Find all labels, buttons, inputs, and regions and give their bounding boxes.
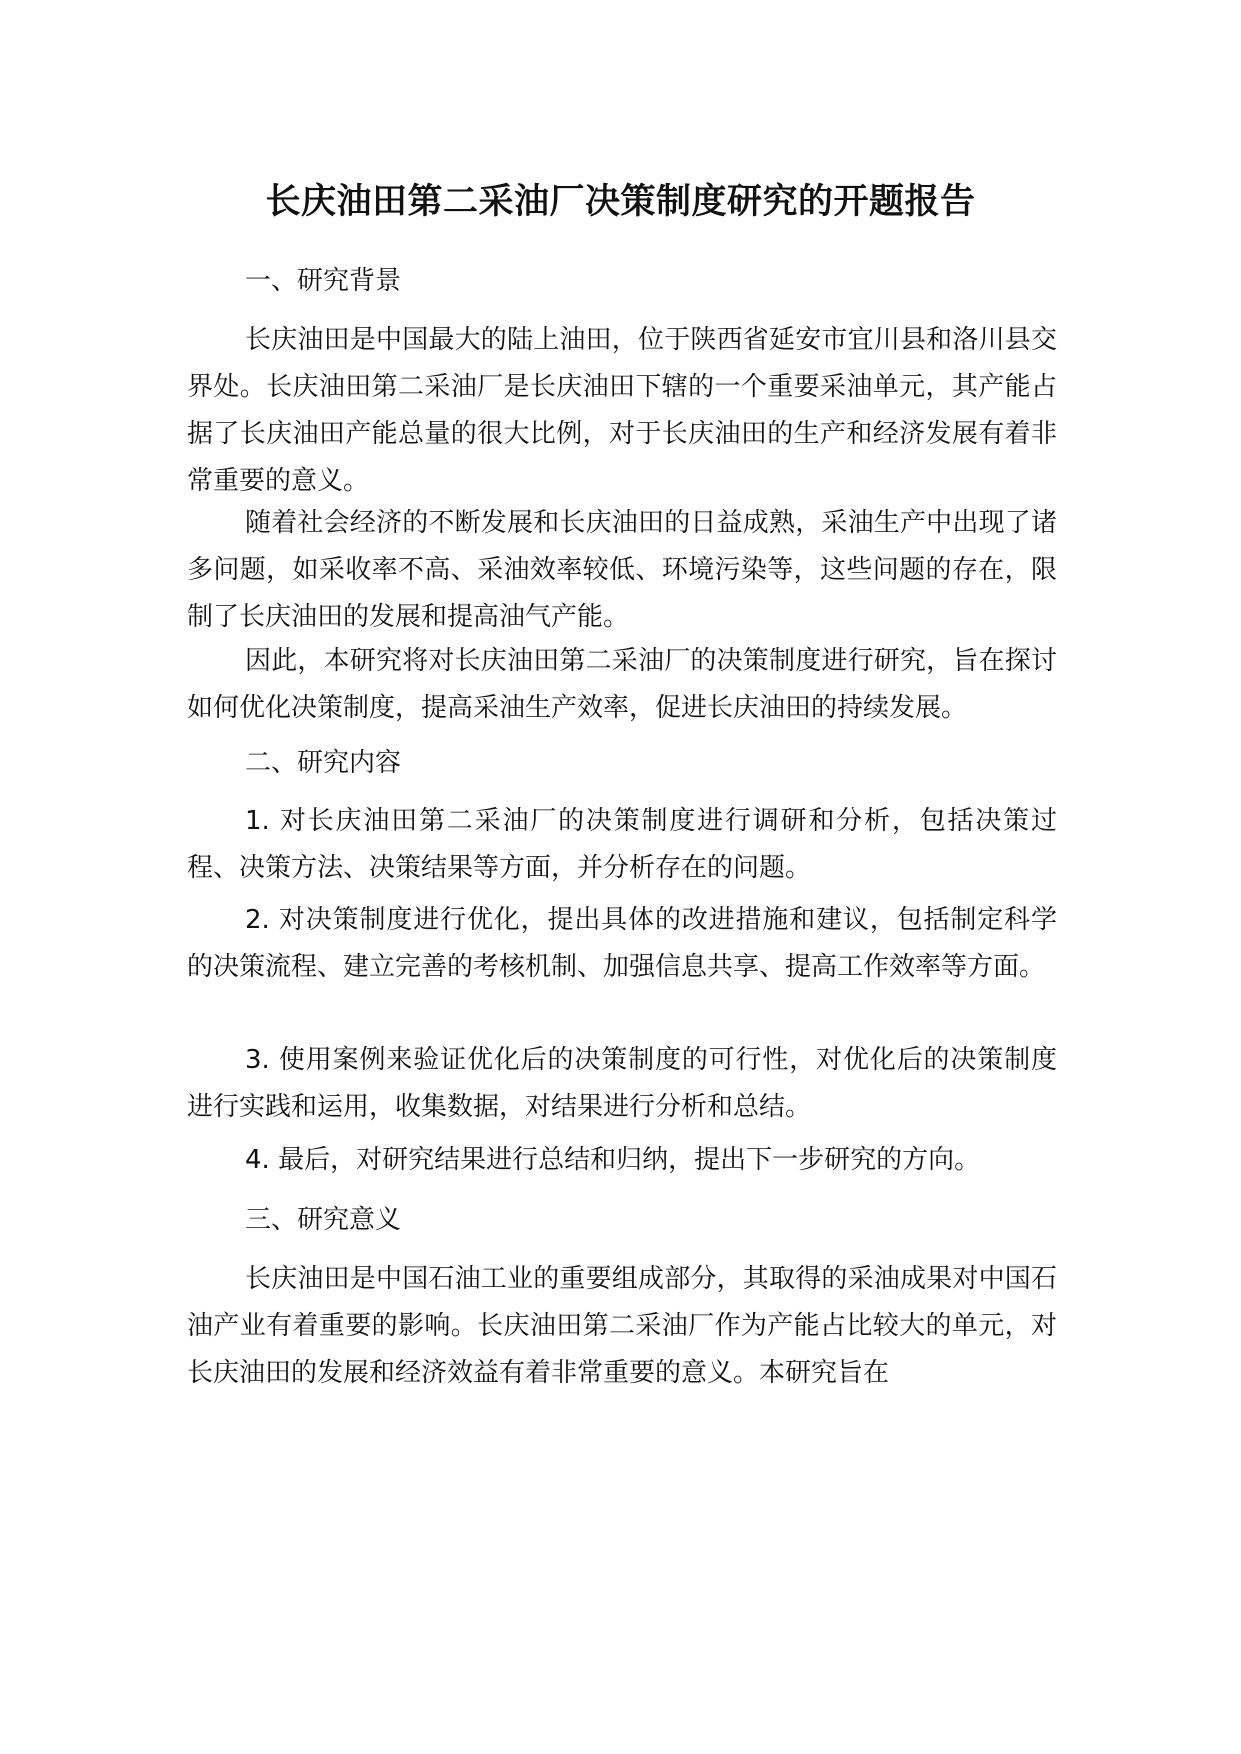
paragraph-background-2: 随着社会经济的不断发展和长庆油田的日益成熟，采油生产中出现了诸多问题，如采收率不高、采油效率较低、环境污染等，这些问题的存在，限制了长庆油田的发展和提高油气产能。 [187, 508, 1057, 632]
section-heading-background: 一、研究背景 [245, 266, 402, 296]
paragraph-background-1: 长庆油田是中国最大的陆上油田，位于陕西省延安市宜川县和洛川县交界处。长庆油田第二采油厂是长庆油田下辖的一个重要采油单元，其产能占据了长庆油田产能总量的很大比例，对于长庆油田的生产和经济发展有着非常重要的意义。 [187, 325, 1057, 496]
paragraph-content-item-4: 4. 最后，对研究结果进行总结和归纳，提出下一步研究的方向。 [245, 1145, 981, 1175]
section-heading-content: 二、研究内容 [245, 748, 402, 778]
paragraph-background-3: 因此，本研究将对长庆油田第二采油厂的决策制度进行研究，旨在探讨如何优化决策制度，提高采油生产效率，促进长庆油田的持续发展。 [187, 646, 1057, 723]
paragraph-significance-1: 长庆油田是中国石油工业的重要组成部分，其取得的采油成果对中国石油产业有着重要的影响。长庆油田第二采油厂作为产能占比较大的单元，对长庆油田的发展和经济效益有着非常重要的意义。本研究旨在 [187, 1264, 1057, 1388]
paragraph-content-item-2: 2. 对决策制度进行优化，提出具体的改进措施和建议，包括制定科学的决策流程、建立完善的考核机制、加强信息共享、提高工作效率等方面。 [187, 905, 1057, 982]
paragraph-content-item-1: 1. 对长庆油田第二采油厂的决策制度进行调研和分析，包括决策过程、决策方法、决策结果等方面，并分析存在的问题。 [187, 806, 1057, 883]
paragraph-content-item-3: 3. 使用案例来验证优化后的决策制度的可行性，对优化后的决策制度进行实践和运用，收集数据，对结果进行分析和总结。 [187, 1045, 1057, 1122]
document-title: 长庆油田第二采油厂决策制度研究的开题报告 [265, 182, 976, 222]
section-heading-significance: 三、研究意义 [245, 1205, 402, 1235]
